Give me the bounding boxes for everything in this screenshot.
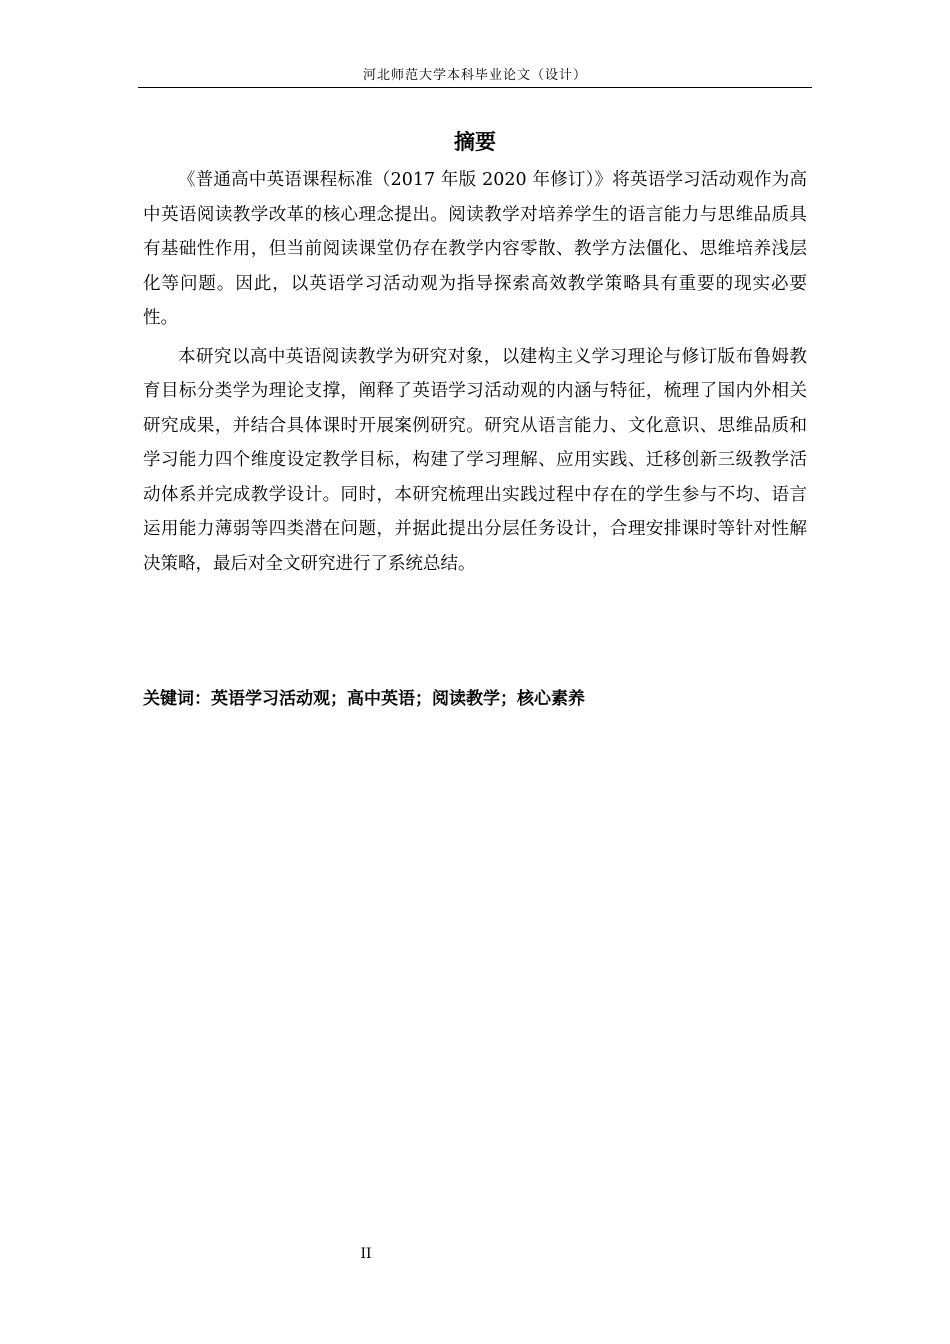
abstract-title: 摘要	[454, 130, 496, 154]
header-rule	[138, 87, 812, 88]
keywords-line: 关键词：英语学习活动观；高中英语；阅读教学；核心素养	[143, 689, 585, 709]
running-header: 河北师范大学本科毕业论文（设计）	[362, 68, 587, 83]
page-number: II	[360, 1246, 372, 1262]
abstract-paragraph: 《普通高中英语课程标准（2017 年版 2020 年修订）》将英语学习活动观作为高中英语阅读教学改革的核心理念提出。阅读教学对培养学生的语言能力与思维品质具有基础性作用，但当前阅读课堂仍存在教学内容零散、教学方法僵化、思维培养浅层化等问题。因此，以英语学习活动观为指导探索高效教学策略具有重要的现实必要性。	[143, 170, 807, 328]
abstract-body	[143, 163, 807, 585]
abstract-paragraph: 本研究以高中英语阅读教学为研究对象，以建构主义学习理论与修订版布鲁姆教育目标分类学为理论支撑，阐释了英语学习活动观的内涵与特征，梳理了国内外相关研究成果，并结合具体课时开展案例研究。研究从语言能力、文化意识、思维品质和学习能力四个维度设定教学目标，构建了学习理解、应用实践、迁移创新三级教学活动体系并完成教学设计。同时，本研究梳理出实践过程中存在的学生参与不均、语言运用能力薄弱等四类潜在问题，并据此提出分层任务设计，合理安排课时等针对性解决策略，最后对全文研究进行了系统总结。	[143, 346, 807, 574]
